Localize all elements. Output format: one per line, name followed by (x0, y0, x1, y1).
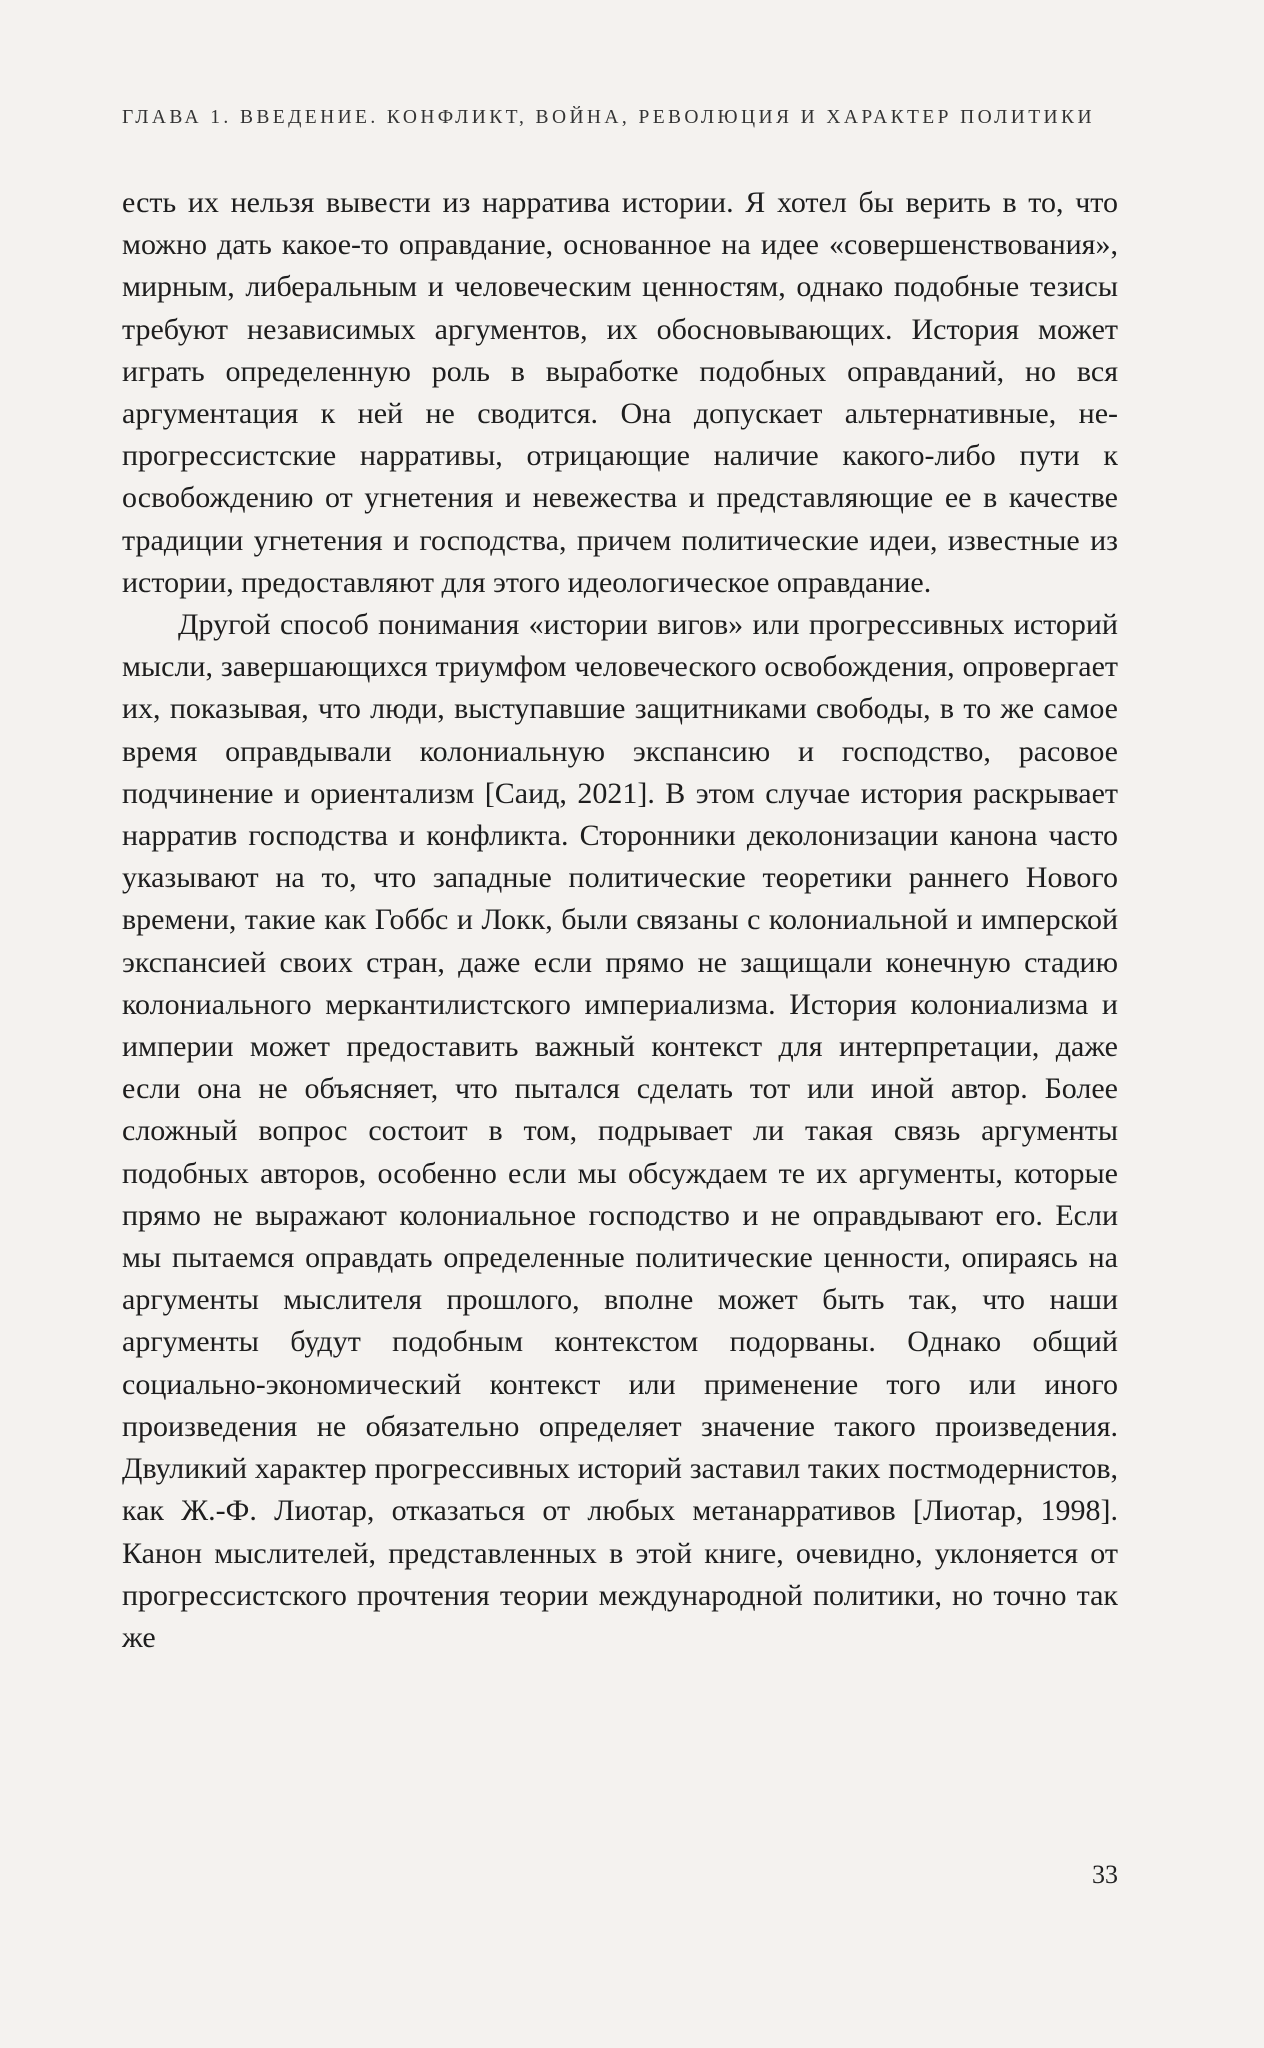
running-head: ГЛАВА 1. ВВЕДЕНИЕ. КОНФЛИКТ, ВОЙНА, РЕВОЛЮЦИЯ И ХАРАКТЕР ПОЛИТИКИ (122, 107, 1095, 128)
body-text (122, 182, 1118, 1659)
paragraph-continued: есть их нельзя вывести из нарратива истории. Я хотел бы верить в то, что можно дать какое-то оправдание, основанное на идее «совершенствования», мирным, либеральным и человеческим ценностям, однако подобные тезисы требуют независимых аргументов, их обосновывающих. История может играть определенную роль в выработке подобных оправданий, но вся аргументация к ней не сводится. Она допускает альтернативные, не-прогрессистские нарративы, отрицающие наличие какого-либо пути к освобождению от угнетения и невежества и представляющие ее в качестве традиции угнетения и господства, причем политические идеи, известные из истории, предоставляют для этого идеологическое оправдание. (122, 186, 1118, 599)
page-number: 33 (1092, 1860, 1118, 1889)
paragraph-whig-history: Другой способ понимания «истории вигов» или прогрессивных историй мысли, завершающихся триумфом человеческого освобождения, опровергает их, показывая, что люди, выступавшие защитниками свободы, в то же самое время оправдывали колониальную экспансию и господство, расовое подчинение и ориентализм [Саид, 2021]. В этом случае история раскрывает нарратив господства и конфликта. Сторонники деколонизации канона часто указывают на то, что западные политические теоретики раннего Нового времени, такие как Гоббс и Локк, были связаны с колониальной и имперской экспансией своих стран, даже если прямо не защищали конечную стадию колониального меркантилистского империализма. История колониализма и империи может предоставить важный контекст для интерпретации, даже если она не объясняет, что пытался сделать тот или иной автор. Более сложный вопрос состоит в том, подрывает ли такая связь аргументы подобных авторов, особенно если мы обсуждаем те их аргументы, которые прямо не выражают колониальное господство и не оправдывают его. Если мы пытаемся оправдать определенные политические ценности, опираясь на аргументы мыслителя прошлого, вполне может быть так, что наши аргументы будут подобным контекстом подорваны. Однако общий социально-экономический контекст или применение того или иного произведения не обязательно определяет значение такого произведения. Двуликий характер прогрессивных историй заставил таких постмодернистов, как Ж.-Ф. Лиотар, отказаться от любых метанарративов [Лиотар, 1998]. Канон мыслителей, представленных в этой книге, очевидно, уклоняется от прогрессистского прочтения теории международной политики, но точно так же (122, 608, 1118, 1654)
